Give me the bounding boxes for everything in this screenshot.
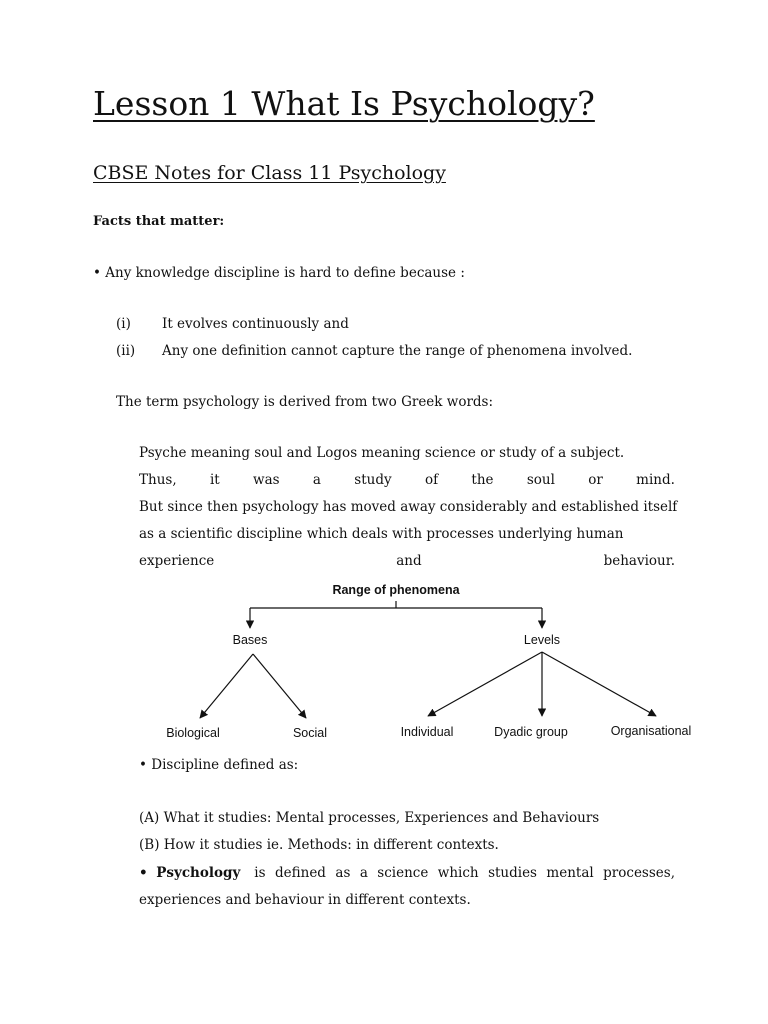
- list-item-text: Any one definition cannot capture the range of phenomena involved.: [162, 343, 633, 359]
- word: or: [588, 472, 603, 488]
- word: of: [424, 472, 439, 488]
- bullet: •: [139, 865, 148, 881]
- psychology-definition-rest: is defined as a science which studies mental processes,: [254, 865, 675, 881]
- diagram-node-bases: Bases: [232, 633, 268, 647]
- psychology-term: Psychology: [156, 865, 241, 881]
- list-item-number: (i): [116, 316, 131, 332]
- psyche-line-5: [139, 553, 675, 569]
- diagram-title: Range of phenomena: [332, 583, 460, 597]
- word: it: [209, 472, 220, 488]
- list-item-number: (ii): [116, 343, 136, 359]
- word: experience: [139, 553, 215, 569]
- term-derivation-line: The term psychology is derived from two Greek words:: [116, 394, 494, 410]
- definition-b: (B) How it studies ie. Methods: in different contexts.: [139, 837, 499, 853]
- psychology-definition-line-2: experiences and behaviour in different contexts.: [139, 892, 471, 908]
- bullet-knowledge-discipline: • Any knowledge discipline is hard to define because :: [93, 265, 465, 281]
- diagram-leaf-individual: Individual: [400, 725, 454, 739]
- psyche-line-4-text: as a scientific discipline which deals with processes underlying human: [139, 526, 624, 542]
- word: the: [471, 472, 494, 488]
- word: study: [354, 472, 392, 488]
- word: was: [253, 472, 280, 488]
- word: behaviour.: [603, 553, 675, 569]
- facts-heading: Facts that matter:: [93, 214, 225, 229]
- range-of-phenomena-diagram: [140, 578, 720, 748]
- word: a: [312, 472, 321, 488]
- list-item-text: It evolves continuously and: [162, 316, 349, 332]
- definition-a: (A) What it studies: Mental processes, Experiences and Behaviours: [139, 810, 600, 826]
- diagram-arrows-levels: [428, 652, 656, 716]
- word: mind.: [636, 472, 675, 488]
- diagram-leaf-organisational: Organisational: [610, 724, 692, 738]
- psychology-definition-lead: [139, 865, 240, 881]
- diagram-leaf-dyadic-group: Dyadic group: [494, 725, 568, 739]
- psyche-line-4: [139, 526, 675, 542]
- word: and: [396, 553, 422, 569]
- page-title: Lesson 1 What Is Psychology?: [93, 84, 595, 123]
- word: Thus,: [139, 472, 177, 488]
- psyche-line-3: But since then psychology has moved away considerably and established itself: [139, 499, 678, 515]
- psyche-line-1: [139, 445, 675, 461]
- bullet-discipline-defined: • Discipline defined as:: [139, 757, 299, 773]
- list-item: [116, 316, 716, 334]
- list-item: [116, 343, 716, 361]
- psyche-line-2: [139, 472, 675, 488]
- diagram-leaf-social: Social: [292, 726, 328, 740]
- psyche-line-1-text: Psyche meaning soul and Logos meaning science or study of a subject.: [139, 445, 625, 461]
- diagram-connector-top: [250, 601, 542, 628]
- word: soul: [526, 472, 555, 488]
- psychology-definition-line-1: [139, 865, 675, 881]
- diagram-node-levels: Levels: [523, 633, 561, 647]
- diagram-arrows-bases: [200, 654, 306, 718]
- diagram-leaf-biological: Biological: [166, 726, 220, 740]
- page-subtitle: CBSE Notes for Class 11 Psychology: [93, 162, 446, 184]
